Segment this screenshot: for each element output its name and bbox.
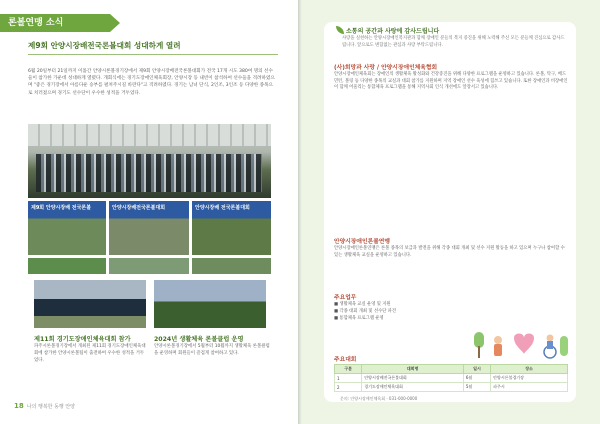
list-item: ■ 생활체육 교실 운영 및 지원 [334, 302, 391, 307]
table-cell: 2 [335, 383, 362, 392]
tree-icon [474, 332, 484, 348]
heading-association: (사)희망과 사랑 / 안양시장애인체육협회 [334, 65, 438, 71]
article-title: 제9회 안양시장배전국론볼대회 성대하게 열려 [28, 40, 278, 55]
table-cell: 안양시장배전국론볼대회 [362, 374, 464, 383]
contact-footer: 문의: 안양시장애인체육회 · 031-000-0000 [340, 396, 418, 401]
article-body: 6월 20일부터 21일까지 이틀간 안양시론볼경기장에서 제9회 안양시장배전국론볼대회가 전국 17개 시도 380여 명의 선수들이 참가한 가운데 성대하게 열렸다. 개회식에는 경기도장애인체육회장, 안양시장 등 내빈이 참석하여 선수들을 격려하였으며 "좋은 경기장에서 아름다운 승부를 펼쳐주시길 바란다"고 격려하였다. 경기는 남녀 단식, 2인조, 3인조 등 다양한 종목으로 치러졌으며 경기도 선수단이 우수한 성적을 거두었다. [28, 69, 275, 96]
heading-main-tasks: 주요업무 [334, 295, 357, 301]
event-photo-e [109, 258, 189, 274]
table-cell: 6월 [463, 374, 490, 383]
box-heading: 소통의 공간과 사랑에 감사드립니다 [346, 28, 440, 35]
page-label: 나의 행복한 동행 안양 [26, 404, 75, 410]
audience [36, 154, 262, 192]
table-row [335, 383, 568, 392]
page-footer [14, 402, 75, 410]
right-page [302, 0, 600, 424]
tent-roof [28, 124, 271, 146]
table-cell: 1 [335, 374, 362, 383]
table-row [335, 374, 568, 383]
task-list [334, 302, 484, 322]
list-item: ■ 통합체육 프로그램 운영 [334, 315, 384, 321]
list-item: ■ 각종 대회 개최 및 선수단 파견 [334, 308, 397, 314]
sub-title-2: 2024년 생활체육 론볼클럽 운영 [154, 336, 244, 343]
event-photo-b [109, 201, 189, 255]
page-number: 18 [14, 402, 24, 410]
banner-text: 제9회 안양시장배 전국론볼 [31, 205, 92, 211]
club-photo [154, 280, 266, 328]
para-lawn-bowls: 안양시장애인론볼연맹은 론볼 종목의 보급과 발전을 위해 각종 대회 개최 및 선수 지원 활동을 하고 있으며 누구나 참여할 수 있는 생활체육 교실을 운영하고 있습니다. [334, 246, 565, 258]
quote-text: 사랑을 실천하는 안양시장애인복지관과 함께 장애인 분들의 복지 증진을 위해 노력해 주신 모든 분들께 진심으로 감사드립니다. 앞으로도 변함없는 관심과 사랑 부탁드립니다. [342, 36, 565, 48]
event-photo-c [192, 201, 271, 255]
table-header: 구분 [335, 365, 362, 374]
event-photo-main [28, 124, 271, 198]
sub-title-1: 제11회 경기도장애인체육대회 참가 [34, 336, 131, 343]
events-table [334, 364, 568, 392]
heading-lawn-bowls: 안양시장애인론볼연맹 [334, 239, 390, 245]
table-header: 일시 [463, 365, 490, 374]
sub-body-2: 안양시론볼경기장에서 5월부터 10월까지 생활체육 론볼클럽을 운영하며 회원들이 즐겁게 참여하고 있다. [154, 344, 270, 356]
event-photo-f [192, 258, 271, 274]
sub-body-1: 파주시론볼경기장에서 개최된 제11회 경기도장애인체육대회에 참가한 안양시론볼팀이 출전하여 우수한 성적을 거두었다. [34, 344, 146, 363]
heart-icon [514, 334, 534, 355]
banner-text: 안양시장배전국론볼대회 [112, 205, 166, 211]
sports-event-photo [34, 280, 146, 328]
table-header-row [335, 365, 568, 374]
table-header: 장소 [491, 365, 568, 374]
person-icon [494, 336, 502, 344]
event-photo-d [28, 258, 106, 274]
section-tab: 론볼연맹 소식 [0, 14, 110, 32]
heading-events: 주요대회 [334, 357, 357, 363]
para-association: 안양시장애인체육회는 장애인의 생활체육 활성화와 건강증진을 위해 다양한 프로그램을 운영하고 있습니다. 론볼, 탁구, 배드민턴, 볼링 등 다양한 종목의 교실과 대회 참가를 지원하며 지역 장애인 선수 육성에 힘쓰고 있습니다. 또한 장애인과 비장애인이 함께 어울리는 통합체육 프로그램을 통해 지역사회 인식 개선에도 앞장서고 있습니다. [334, 72, 568, 91]
event-photo-a [28, 201, 106, 255]
table-cell: 경기도장애인체육대회 [362, 383, 464, 392]
table-cell: 안양시론볼경기장 [491, 374, 568, 383]
left-page [0, 0, 298, 424]
table-header: 대회명 [362, 365, 464, 374]
banner-text: 안양시장배 전국론볼대회 [195, 205, 250, 211]
illustration [472, 326, 570, 360]
table-cell: 5월 [463, 383, 490, 392]
table-cell: 파주시 [491, 383, 568, 392]
